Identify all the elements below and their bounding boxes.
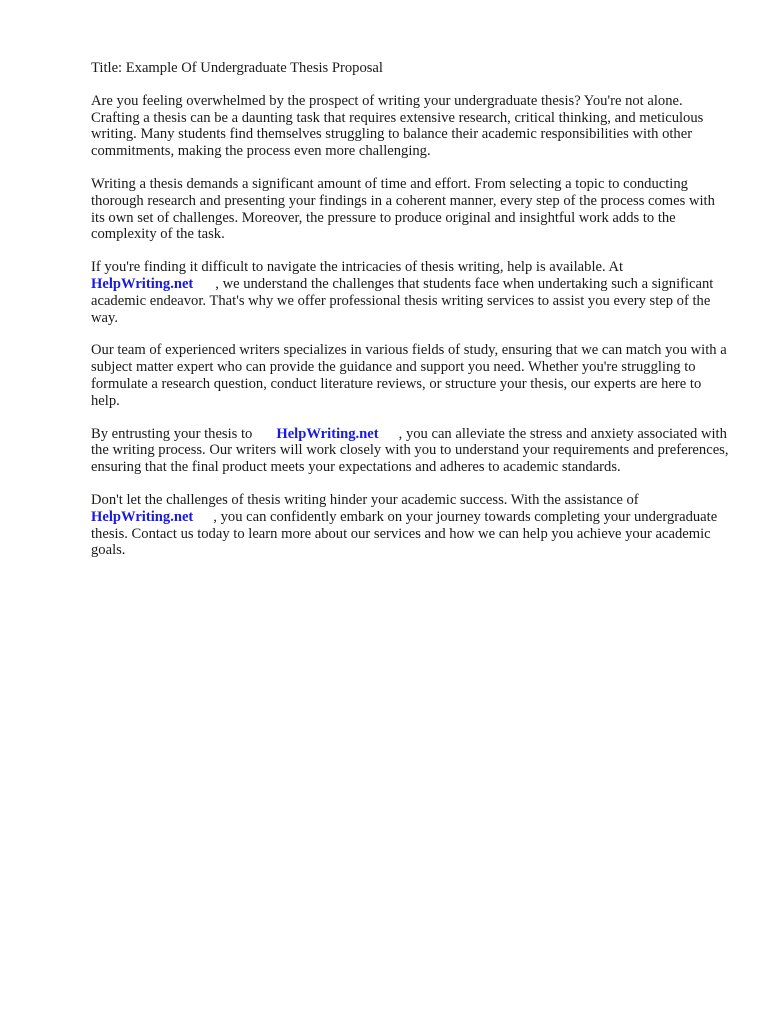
paragraph-text: , you can confidently embark on your journey towards completing your undergraduate thesis. Contact us today to learn more about our services and how we can help you achieve your academic goals.	[91, 508, 718, 559]
paragraph-text: By entrusting your thesis to	[91, 425, 253, 442]
paragraph-closing	[91, 492, 731, 559]
helpwriting-link[interactable]: HelpWriting.net	[91, 508, 194, 525]
paragraph-effort: Writing a thesis demands a significant amount of time and effort. From selecting a topic to conducting thorough research and presenting your findings in a coherent manner, every step of the process comes with its own set of challenges. Moreover, the pressure to produce original and insightful work adds to the complexity of the task.	[91, 175, 715, 243]
paragraph-text: , you can alleviate the stress and anxiety associated with the writing process. Our writers will work closely with you to understand your requirements and preferences, ensuring that the final product meets your expectations and adheres to academic standards.	[91, 425, 729, 476]
paragraph-text: , we understand the challenges that students face when undertaking such a significant academic endeavor. That's why we offer professional thesis writing services to assist you every step of the way.	[91, 275, 714, 326]
document-page	[91, 60, 731, 575]
document-title: Title: Example Of Undergraduate Thesis Proposal	[91, 60, 383, 76]
paragraph-text: Don't let the challenges of thesis writing hinder your academic success. With the assistance of	[91, 491, 639, 508]
paragraph-team: Our team of experienced writers specializes in various fields of study, ensuring that we can match you with a subject matter expert who can provide the guidance and support you need. Whether you're struggling to formulate a research question, conduct literature reviews, or structure your thesis, our experts are here to help.	[91, 342, 727, 409]
helpwriting-link[interactable]: HelpWriting.net	[91, 275, 194, 292]
paragraph-intro: Are you feeling overwhelmed by the prospect of writing your undergraduate thesis? You're not alone. Crafting a thesis can be a daunting task that requires extensive research, critical thinking, and meticulous writing. Many students find themselves struggling to balance their academic responsibilities with other commitments, making the process even more challenging.	[91, 92, 704, 160]
paragraph-text: If you're finding it difficult to navigate the intricacies of thesis writing, help is available. At	[91, 259, 624, 276]
paragraph-help-available	[91, 259, 731, 326]
paragraph-entrusting	[91, 426, 731, 476]
helpwriting-link[interactable]: HelpWriting.net	[276, 425, 379, 442]
